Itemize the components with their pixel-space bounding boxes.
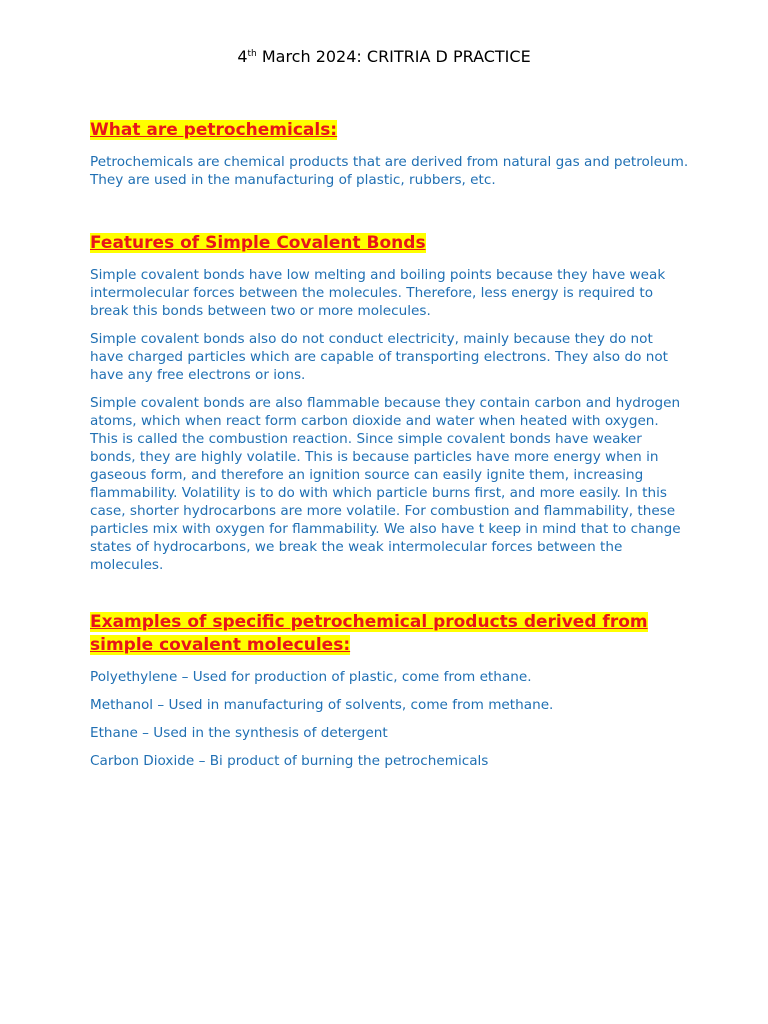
section-petrochemicals	[90, 119, 690, 189]
list-item: Carbon Dioxide – Bi product of burning the petrochemicals	[90, 753, 489, 769]
document-title	[0, 46, 768, 68]
paragraph: Petrochemicals are chemical products that are derived from natural gas and petroleum. They are used in the manufacturing of plastic, rubbers, etc.	[90, 154, 689, 188]
paragraph: Simple covalent bonds have low melting and boiling points because they have weak intermolecular forces between the molecules. Therefore, less energy is required to break this bonds between two or more molecules.	[90, 267, 666, 319]
list-item: Methanol – Used in manufacturing of solvents, come from methane.	[90, 697, 554, 713]
section-heading: What are petrochemicals:	[90, 120, 338, 140]
section-heading: Features of Simple Covalent Bonds	[90, 233, 426, 253]
section-examples	[90, 611, 690, 770]
title-day: 4	[237, 47, 248, 66]
title-ordinal-suffix: th	[247, 49, 257, 59]
paragraph: Simple covalent bonds are also flammable because they contain carbon and hydrogen atoms, which when react form carbon dioxide and water when heated with oxygen. This is called the combustion reaction. Since simple covalent bonds have weaker bonds, they are highly volatile. This is because particles have more energy when in gaseous form, and therefore an ignition source can easily ignite them, increasing flammability. Volatility is to do with which particle burns first, and more easily. In this case, shorter hydrocarbons are more volatile. For combustion and flammability, these particles mix with oxygen for flammability. We also have t keep in mind that to change states of hydrocarbons, we break the weak intermolecular forces between the molecules.	[90, 395, 681, 573]
list-item: Ethane – Used in the synthesis of detergent	[90, 725, 388, 741]
title-rest: March 2024: CRITRIA D PRACTICE	[256, 47, 531, 66]
list-item: Polyethylene – Used for production of plastic, come from ethane.	[90, 669, 532, 685]
section-covalent-features	[90, 232, 690, 574]
section-heading: Examples of specific petrochemical products derived from simple covalent molecules:	[90, 612, 648, 655]
paragraph: Simple covalent bonds also do not conduct electricity, mainly because they do not have charged particles which are capable of transporting electrons. They also do not have any free electrons or ions.	[90, 331, 668, 383]
